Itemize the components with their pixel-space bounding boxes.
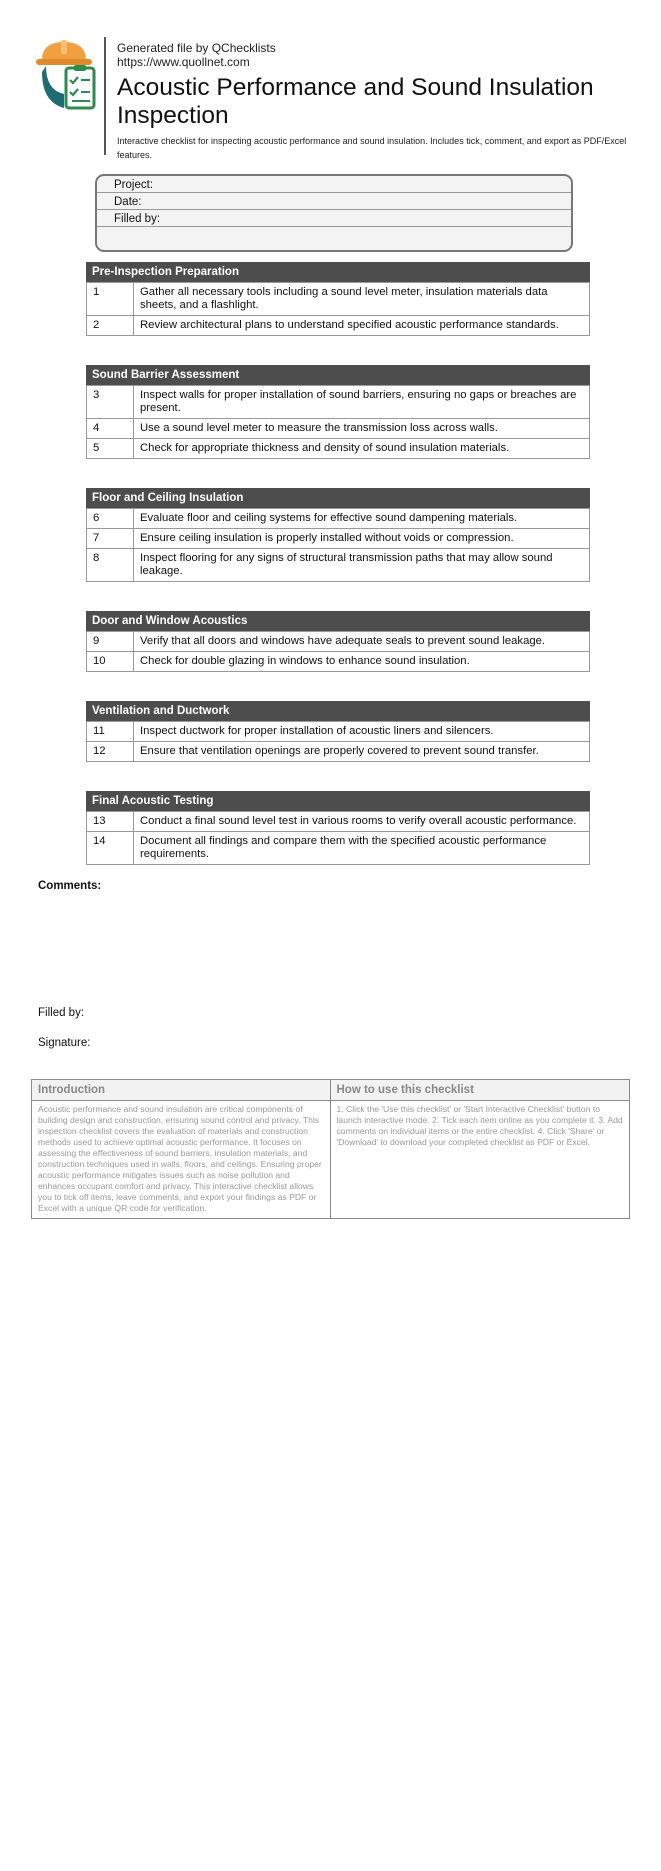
item-text: Inspect walls for proper installation of sound barriers, ensuring no gaps or breaches are present.: [134, 386, 590, 419]
section-items-table: [86, 811, 590, 865]
checklist-item[interactable]: [87, 386, 590, 419]
introduction-text: Acoustic performance and sound insulation are critical components of building design and construction, ensuring sound control and privacy. This inspection checklist covers the evaluation of materials and construction methods used to achieve optimal acoustic performance. It focuses on assessing the effectiveness of sound barriers, insulation materials, and construction techniques used in walls, floors, and ceilings. Ensuring proper acoustic performance mitigates issues such as noise pollution and enhances occupant comfort and privacy. This interactive checklist allows you to tick off items, leave comments, and export your findings as PDF or Excel with a unique QR code for verification.: [38, 1104, 322, 1213]
checklist-sections: [86, 262, 590, 894]
item-number: 7: [87, 529, 134, 549]
item-text: Gather all necessary tools including a sound level meter, insulation materials data sheets, and a flashlight.: [134, 283, 590, 316]
introduction-heading: Introduction: [32, 1080, 330, 1101]
item-text: Verify that all doors and windows have adequate seals to prevent sound leakage.: [134, 632, 590, 652]
checklist-section: [86, 365, 590, 459]
checklist-item[interactable]: [87, 549, 590, 582]
date-field[interactable]: Date:: [97, 193, 571, 210]
item-text: Check for double glazing in windows to enhance sound insulation.: [134, 652, 590, 672]
checklist-item[interactable]: [87, 652, 590, 672]
checklist-item[interactable]: [87, 832, 590, 865]
section-header: Sound Barrier Assessment: [86, 365, 590, 385]
filled-by-field[interactable]: Filled by:: [97, 210, 571, 227]
item-number: 5: [87, 439, 134, 459]
header: [117, 41, 637, 162]
item-number: 3: [87, 386, 134, 419]
checklist-section: [86, 701, 590, 762]
checklist-item[interactable]: [87, 722, 590, 742]
item-number: 10: [87, 652, 134, 672]
section-header: Pre-Inspection Preparation: [86, 262, 590, 282]
project-info-box: [95, 174, 573, 252]
checklist-item[interactable]: [87, 283, 590, 316]
section-header: Floor and Ceiling Insulation: [86, 488, 590, 508]
checklist-item[interactable]: [87, 812, 590, 832]
header-divider: [104, 37, 106, 155]
item-number: 12: [87, 742, 134, 762]
item-text: Inspect ductwork for proper installation of acoustic liners and silencers.: [134, 722, 590, 742]
section-header: Ventilation and Ductwork: [86, 701, 590, 721]
checklist-item[interactable]: [87, 529, 590, 549]
checklist-item[interactable]: [87, 632, 590, 652]
item-number: 13: [87, 812, 134, 832]
generated-by-text: Generated file by QChecklists: [117, 41, 276, 55]
item-number: 2: [87, 316, 134, 336]
item-text: Ensure that ventilation openings are properly covered to prevent sound transfer.: [134, 742, 590, 762]
checklist-section: [86, 611, 590, 672]
section-items-table: [86, 721, 590, 762]
checklist-item[interactable]: [87, 742, 590, 762]
project-field[interactable]: Project:: [97, 176, 571, 193]
checklist-item[interactable]: [87, 509, 590, 529]
item-number: 4: [87, 419, 134, 439]
checklist-section: [86, 262, 590, 336]
info-blank-row: [97, 227, 571, 244]
comments-label: Comments:: [38, 880, 102, 892]
section-items-table: [86, 385, 590, 459]
section-header: Final Acoustic Testing: [86, 791, 590, 811]
introduction-column: [32, 1080, 331, 1218]
quollnet-logo-icon: [34, 38, 104, 116]
item-number: 8: [87, 549, 134, 582]
how-to-column: [331, 1080, 630, 1218]
checklist-section: [86, 488, 590, 582]
info-table: [31, 1079, 630, 1219]
item-text: Use a sound level meter to measure the transmission loss across walls.: [134, 419, 590, 439]
section-items-table: [86, 508, 590, 582]
checklist-item[interactable]: [87, 419, 590, 439]
item-text: Evaluate floor and ceiling systems for effective sound dampening materials.: [134, 509, 590, 529]
item-text: Review architectural plans to understand specified acoustic performance standards.: [134, 316, 590, 336]
section-items-table: [86, 282, 590, 336]
website-url[interactable]: https://www.quollnet.com: [117, 55, 250, 69]
how-to-heading: How to use this checklist: [331, 1080, 630, 1101]
section-items-table: [86, 631, 590, 672]
item-text: Ensure ceiling insulation is properly installed without voids or compression.: [134, 529, 590, 549]
item-number: 6: [87, 509, 134, 529]
checklist-item[interactable]: [87, 316, 590, 336]
item-text: Inspect flooring for any signs of structural transmission paths that may allow sound leakage.: [134, 549, 590, 582]
checklist-section: [86, 791, 590, 865]
item-number: 11: [87, 722, 134, 742]
item-number: 1: [87, 283, 134, 316]
item-text: Conduct a final sound level test in various rooms to verify overall acoustic performance.: [134, 812, 590, 832]
checklist-item[interactable]: [87, 439, 590, 459]
item-number: 14: [87, 832, 134, 865]
how-to-text: 1. Click the 'Use this checklist' or 'Start Interactive Checklist' button to launch interactive mode. 2. Tick each item online as you complete it. 3. Add comments on individual items or the entire checklist. 4. Click 'Share' or 'Download' to download your completed checklist as PDF or Excel.: [336, 1104, 623, 1147]
item-number: 9: [87, 632, 134, 652]
item-text: Document all findings and compare them with the specified acoustic performance requirements.: [134, 832, 590, 865]
page-description: Interactive checklist for inspecting acoustic performance and sound insulation. Includes tick, comment, and export as PDF/Excel features.: [117, 136, 627, 160]
page-title: Acoustic Performance and Sound Insulation Inspection: [117, 74, 594, 129]
signature-label: Signature:: [38, 1037, 91, 1049]
item-text: Check for appropriate thickness and density of sound insulation materials.: [134, 439, 590, 459]
filled-by-label: Filled by:: [38, 1007, 85, 1019]
section-header: Door and Window Acoustics: [86, 611, 590, 631]
